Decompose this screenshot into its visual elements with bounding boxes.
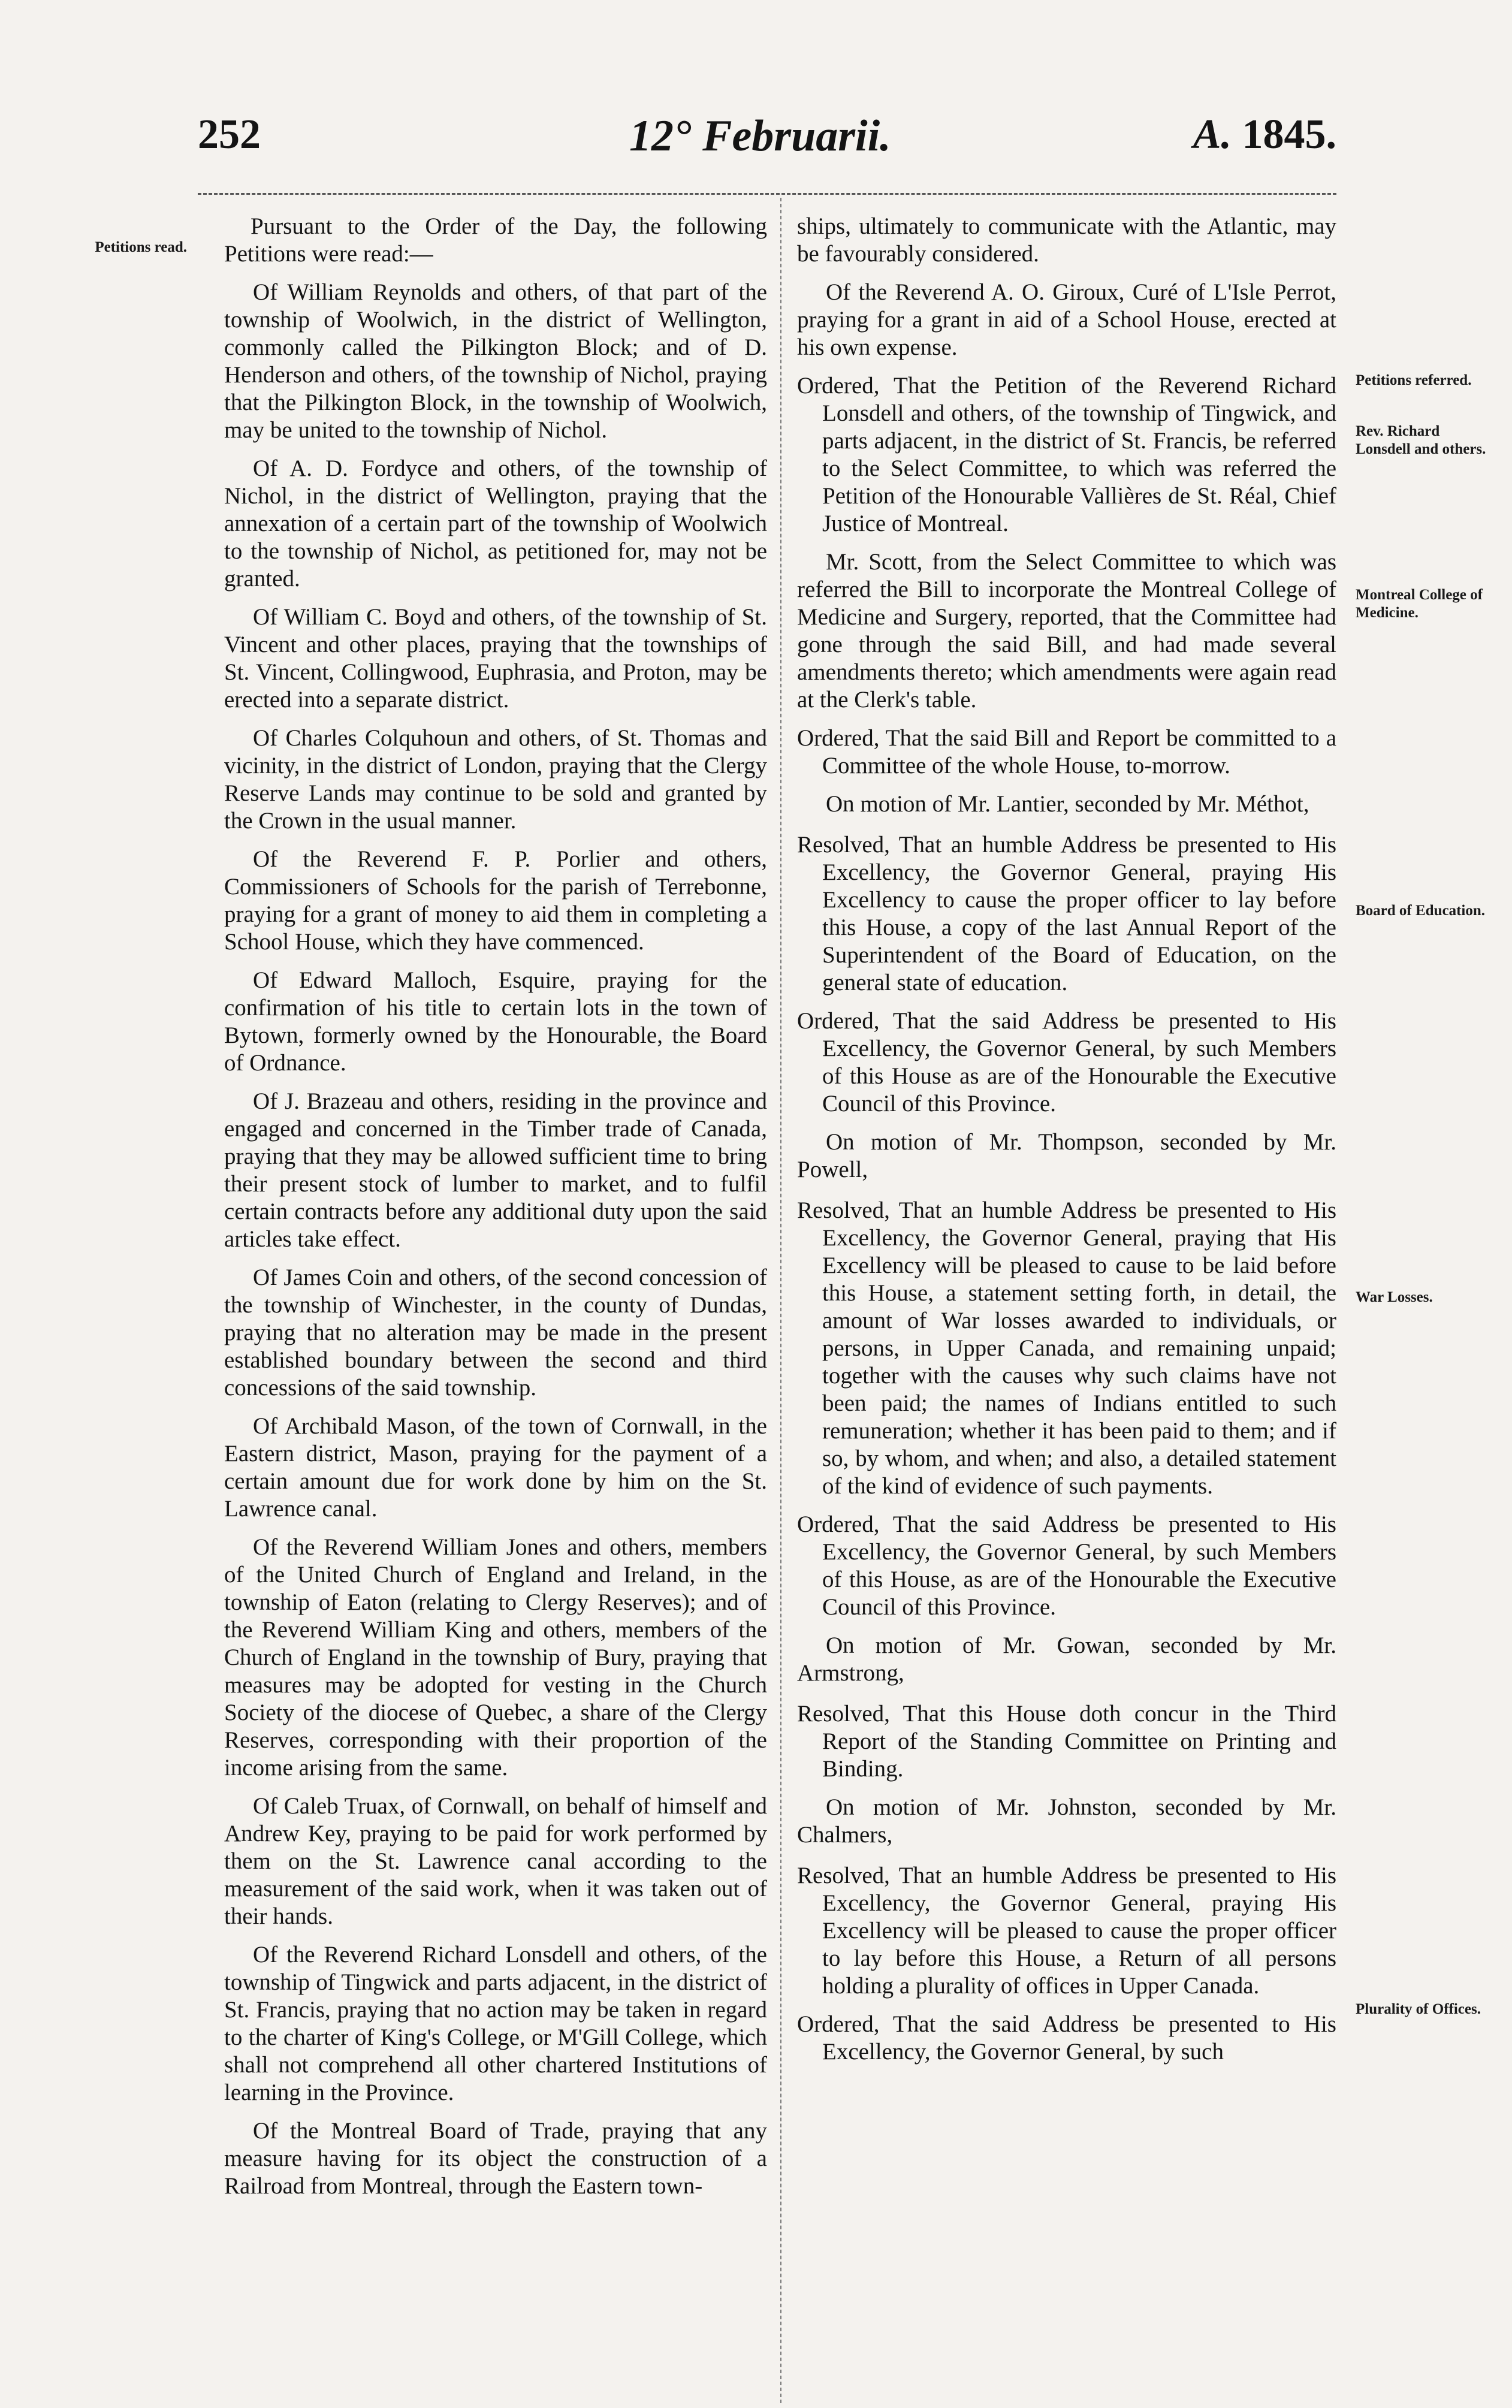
margin-note-petitions-read: Petitions read.: [95, 239, 187, 255]
right-paragraph: Ordered, That the said Address be presented to His Excellency, the Governor General, by such: [797, 2011, 1336, 2065]
margin-note-war-losses: War Losses.: [1356, 1289, 1433, 1305]
left-paragraph: Of the Reverend William Jones and others, members of the United Church of England and Ireland, in the township of Eaton (relating to Clergy Reserves); and of the Reverend William King and others, members of the Church of England in the township of Bury, praying that measures may be adopted for vesting in the Church Society of the diocese of Quebec, a share of the Clergy Reserves, corresponding with their proportion of the income arising from the same.: [224, 1534, 767, 1781]
header-rule: [198, 193, 1336, 195]
right-paragraph: Mr. Scott, from the Select Committee to which was referred the Bill to incorporate the Montreal College of Medicine and Surgery, reported, that the Committee had gone through the said Bill, and had made several amendments thereto; which amendments were again read at the Clerk's table.: [797, 549, 1336, 713]
year-prefix: A.: [1193, 111, 1232, 158]
left-column: [224, 213, 767, 2211]
left-paragraph: Of James Coin and others, of the second concession of the township of Winchester, in the county of Dundas, praying that no alteration may be made in the present established boundary between the second and third concessions of the said township.: [224, 1265, 767, 1401]
right-paragraph: On motion of Mr. Gowan, seconded by Mr. Armstrong,: [797, 1633, 1336, 1686]
right-paragraph: On motion of Mr. Thompson, seconded by Mr. Powell,: [797, 1129, 1336, 1182]
margin-note-rev-richard: Rev. Richard Lonsdell and others.: [1356, 423, 1486, 457]
left-paragraph: Of the Reverend F. P. Porlier and others, Commissioners of Schools for the parish of Terrebonne, praying for a grant of money to aid them in completing a School House, which they have commenced.: [224, 846, 767, 955]
margin-note-board-education: Board of Education.: [1356, 903, 1486, 919]
right-paragraph: Ordered, That the Petition of the Reverend Richard Lonsdell and others, of the township of Tingwick, and parts adjacent, in the district of St. Francis, be referred to the Select Committee, to which was referred the Petition of the Honourable Vallières de St. Réal, Chief Justice of Montreal.: [797, 373, 1336, 536]
page-header: [198, 111, 1336, 165]
page-year: [1193, 111, 1336, 159]
left-paragraph: Of Edward Malloch, Esquire, praying for the confirmation of his title to certain lots in the town of Bytown, formerly owned by the Honourable, the Board of Ordnance.: [224, 967, 767, 1076]
page-number: 252: [198, 111, 261, 158]
left-paragraph: Of A. D. Fordyce and others, of the township of Nichol, in the district of Wellington, praying that the annexation of a certain part of the township of Woolwich to the township of Nichol, as petitioned for, may not be granted.: [224, 455, 767, 592]
right-paragraph: Resolved, That an humble Address be presented to His Excellency, the Governor General, praying His Excellency will be pleased to cause the proper officer to lay before this House, a Return of all persons holding a plurality of offices in Upper Canada.: [797, 1863, 1336, 1999]
right-paragraph: On motion of Mr. Johnston, seconded by Mr. Chalmers,: [797, 1794, 1336, 1848]
left-paragraph: Of William Reynolds and others, of that part of the township of Woolwich, in the district of Wellington, commonly called the Pilkington Block; and of D. Henderson and others, of the township of Nichol, praying that the Pilkington Block, in the township of Woolwich, may be united to the township of Nichol.: [224, 279, 767, 443]
year-value: 1845.: [1242, 111, 1336, 158]
right-paragraph: Resolved, That an humble Address be presented to His Excellency, the Governor General, praying His Excellency to cause the proper officer to lay before this House, a copy of the last Annual Report of the Superintendent of the Board of Education, on the general state of education.: [797, 832, 1336, 995]
right-paragraph: Of the Reverend A. O. Giroux, Curé of L'Isle Perrot, praying for a grant in aid of a School House, erected at his own expense.: [797, 279, 1336, 360]
left-paragraph: Of the Reverend Richard Lonsdell and others, of the township of Tingwick and parts adjacent, in the district of St. Francis, praying that no action may be taken in regard to the charter of King's College, or M'Gill College, which shall not comprehend all other chartered Institutions of learning in the Province.: [224, 1942, 767, 2105]
margin-note-montreal-college: Montreal College of Medicine.: [1356, 587, 1483, 621]
right-paragraph: Ordered, That the said Address be presented to His Excellency, the Governor General, by such Members of this House as are of the Honourable the Executive Council of this Province.: [797, 1008, 1336, 1117]
left-paragraph: Of Caleb Truax, of Cornwall, on behalf of himself and Andrew Key, praying to be paid for work performed by them on the St. Lawrence canal according to the measurement of the said work, when it was taken out of their hands.: [224, 1793, 767, 1929]
left-paragraph: Of William C. Boyd and others, of the township of St. Vincent and other places, praying that the townships of St. Vincent, Collingwood, Euphrasia, and Proton, may be erected into a separate district.: [224, 604, 767, 713]
right-paragraph: Ordered, That the said Address be presented to His Excellency, the Governor General, by such Members of this House, as are of the Honourable the Executive Council of this Province.: [797, 1511, 1336, 1620]
left-paragraph: Of Archibald Mason, of the town of Cornwall, in the Eastern district, Mason, praying for the payment of a certain amount due for work done by him on the St. Lawrence canal.: [224, 1413, 767, 1522]
right-paragraph: On motion of Mr. Lantier, seconded by Mr. Méthot,: [826, 791, 1309, 817]
right-paragraph: Resolved, That an humble Address be presented to His Excellency, the Governor General, praying that His Excellency will be pleased to cause to be laid before this House, a statement setting forth, in detail, the amount of War losses awarded to individuals, or persons, in Upper Canada, and remaining unpaid; together with the causes why such claims have not been paid; the names of Indians entitled to such remuneration; whether it has been paid to them; and if so, by whom, and when; and also, a detailed statement of the kind of evidence of such payments.: [797, 1197, 1336, 1499]
column-divider: [780, 198, 781, 2403]
right-column: [797, 213, 1336, 2077]
left-paragraph: Of J. Brazeau and others, residing in the province and engaged and concerned in the Timber trade of Canada, praying that they may be allowed sufficient time to bring their present stock of lumber to market, and to fulfil certain contracts before any additional duty upon the said articles take effect.: [224, 1088, 767, 1252]
left-paragraph: Pursuant to the Order of the Day, the following Petitions were read:—: [224, 213, 767, 267]
page-date: 12° Februarii.: [629, 111, 891, 161]
margin-note-plurality: Plurality of Offices.: [1356, 2001, 1481, 2017]
left-paragraph: Of the Montreal Board of Trade, praying that any measure having for its object the construction of a Railroad from Montreal, through the Eastern town-: [224, 2118, 767, 2199]
right-paragraph: Resolved, That this House doth concur in the Third Report of the Standing Committee on Printing and Binding.: [797, 1701, 1336, 1782]
right-paragraph: ships, ultimately to communicate with the Atlantic, may be favourably considered.: [797, 213, 1336, 267]
right-paragraph: Ordered, That the said Bill and Report be committed to a Committee of the whole House, to-morrow.: [797, 725, 1336, 778]
left-paragraph: Of Charles Colquhoun and others, of St. Thomas and vicinity, in the district of London, praying that the Clergy Reserve Lands may continue to be sold and granted by the Crown in the usual manner.: [224, 725, 767, 834]
margin-note-petitions-referred: Petitions referred.: [1356, 372, 1472, 388]
